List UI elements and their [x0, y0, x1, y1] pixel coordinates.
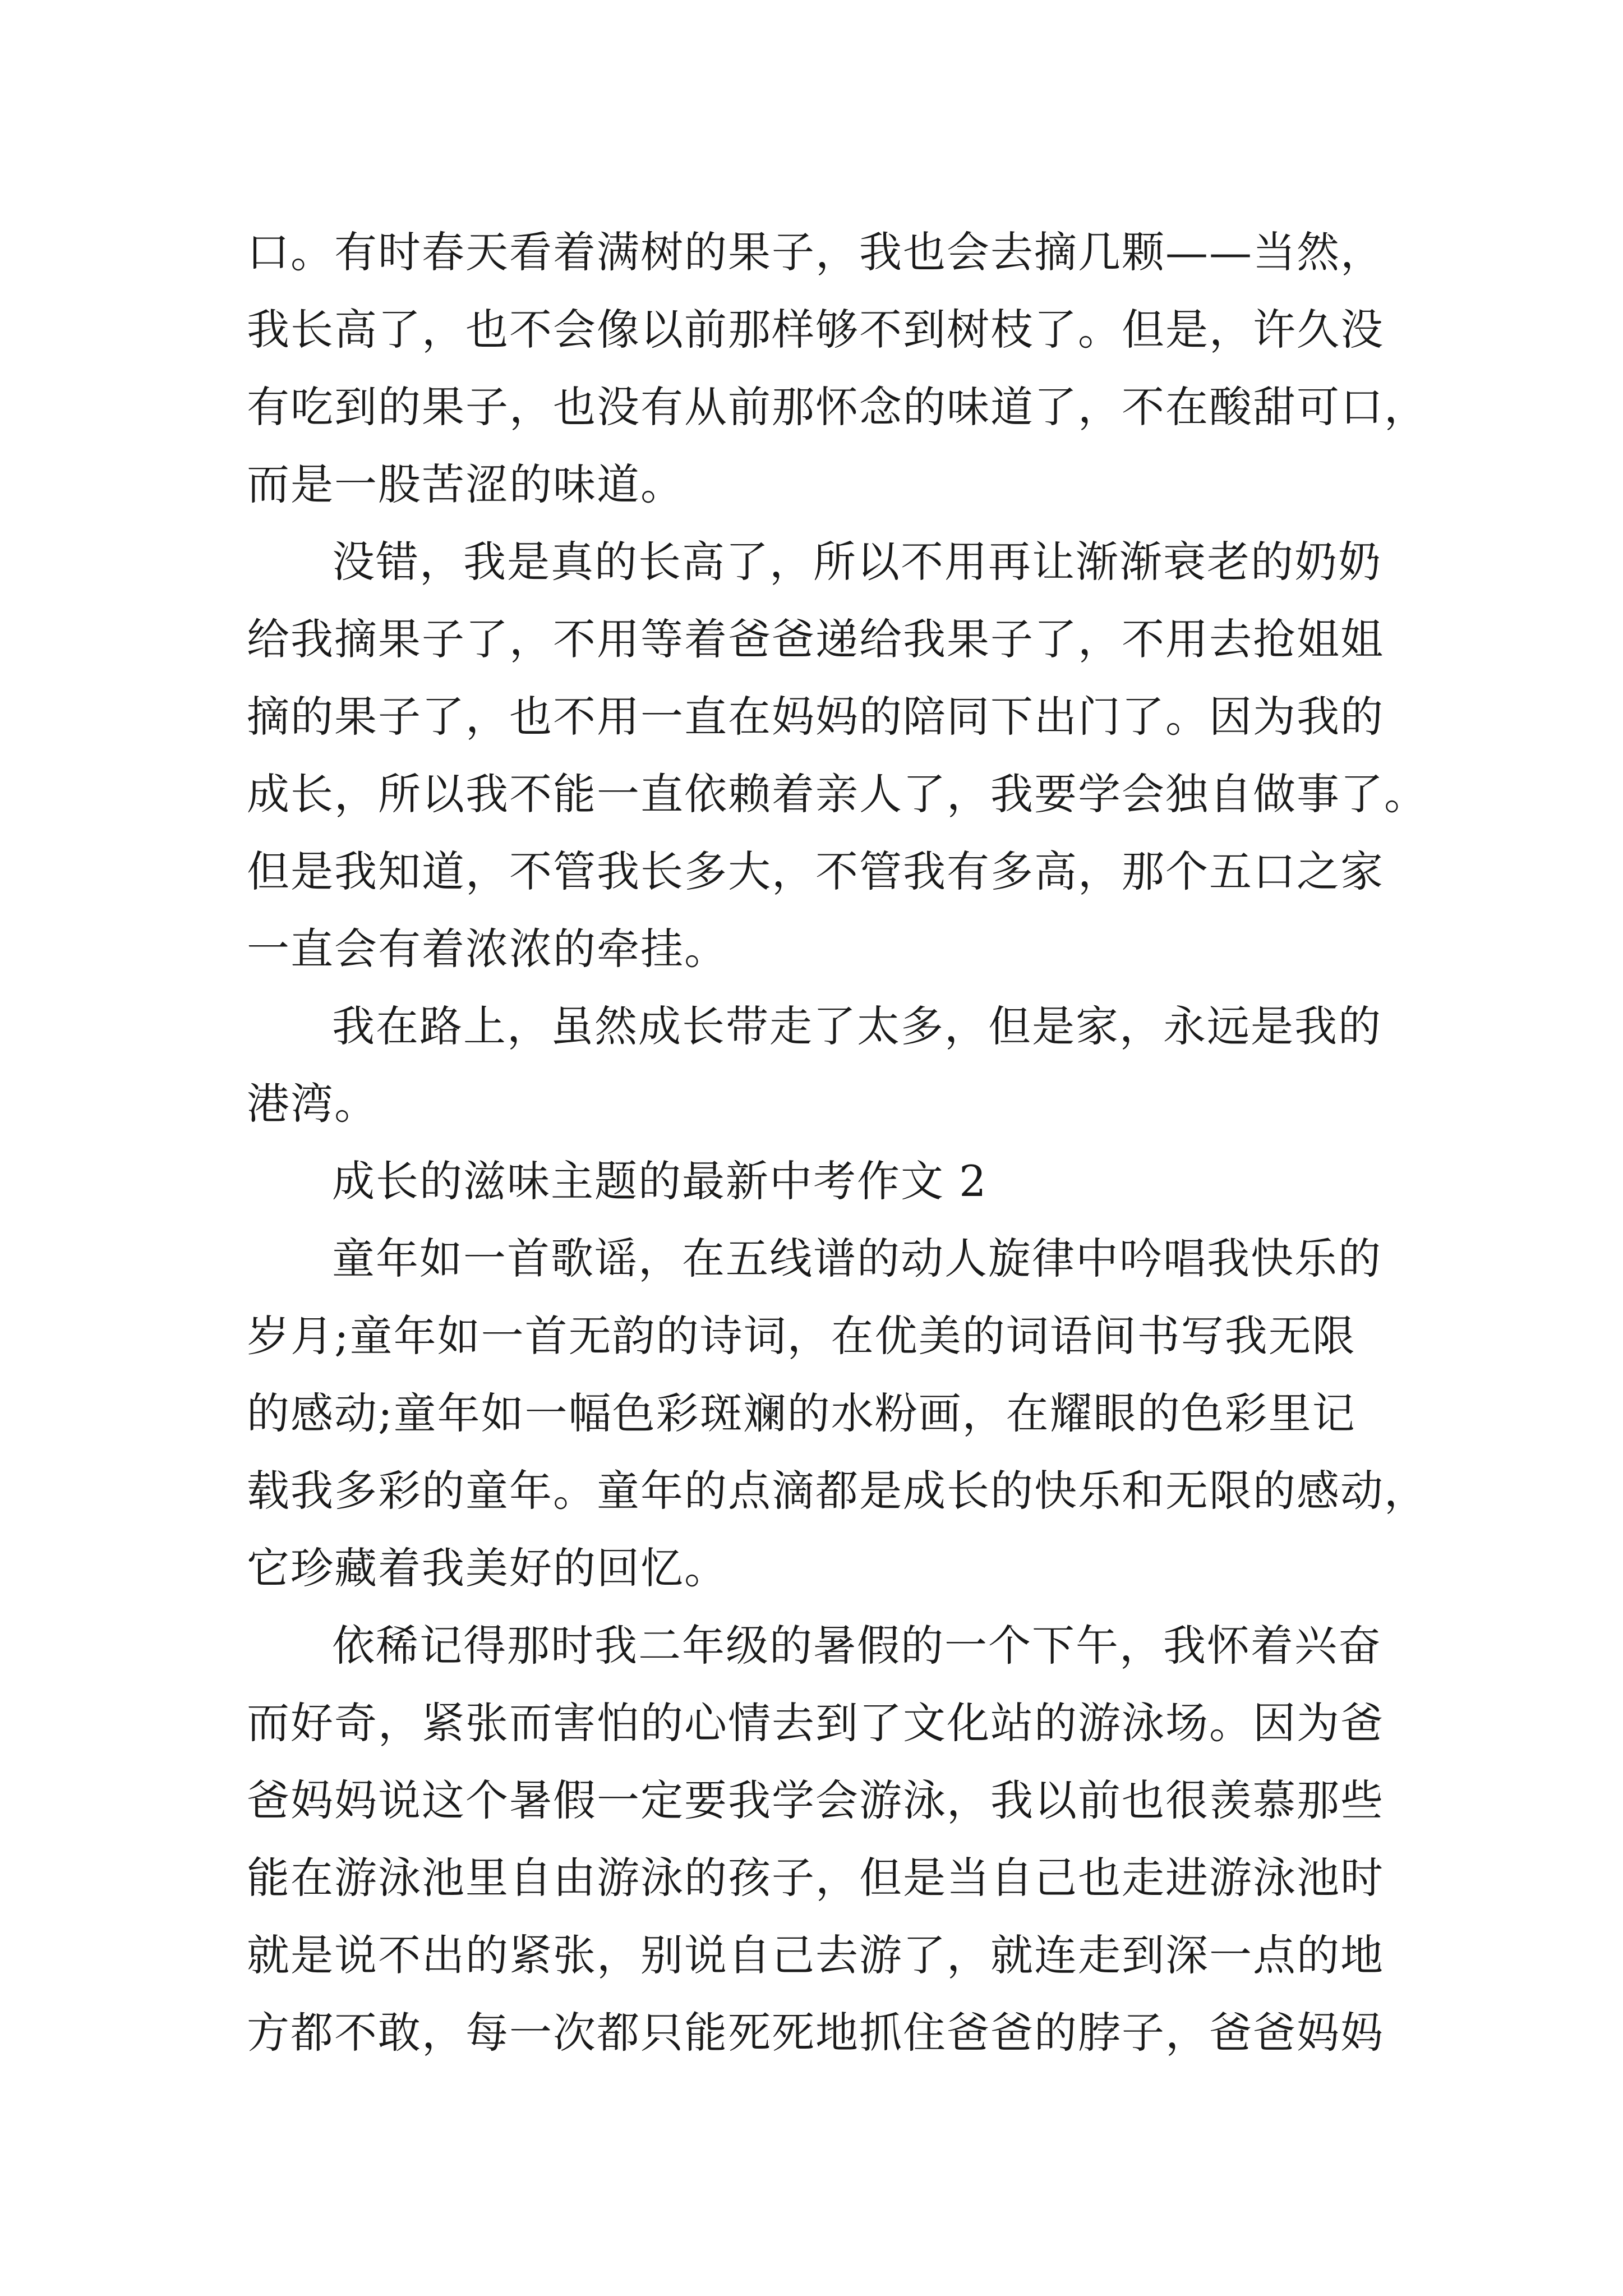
text-line: 成长，所以我不能一直依赖着亲人了，我要学会独自做事了。 [247, 769, 1428, 819]
text-line: 方都不敢，每一次都只能死死地抓住爸爸的脖子，爸爸妈妈 [247, 2008, 1384, 2058]
text-line: 能在游泳池里自由游泳的孩子，但是当自己也走进游泳池时 [247, 1853, 1384, 1903]
text-line: 的感动;童年如一幅色彩斑斓的水粉画，在耀眼的色彩里记 [247, 1388, 1356, 1438]
text-line: 而是一股苦涩的味道。 [247, 459, 684, 509]
text-line: 依稀记得那时我二年级的暑假的一个下午，我怀着兴奋 [332, 1621, 1382, 1671]
text-line: 我在路上，虽然成长带走了太多，但是家，永远是我的 [332, 1001, 1382, 1051]
text-line: 我长高了，也不会像以前那样够不到树枝了。但是，许久没 [247, 305, 1384, 355]
text-line: 岁月;童年如一首无韵的诗词，在优美的词语间书写我无限 [247, 1311, 1356, 1361]
section-heading: 成长的滋味主题的最新中考作文 2 [332, 1156, 988, 1206]
text-line: 摘的果子了，也不用一直在妈妈的陪同下出门了。因为我的 [247, 692, 1384, 742]
text-line: 爸妈妈说这个暑假一定要我学会游泳，我以前也很羡慕那些 [247, 1775, 1384, 1825]
text-line: 而好奇，紧张而害怕的心情去到了文化站的游泳场。因为爸 [247, 1698, 1384, 1748]
text-line: 一直会有着浓浓的牵挂。 [247, 924, 728, 974]
text-line: 载我多彩的童年。童年的点滴都是成长的快乐和无限的感动， [247, 1466, 1428, 1516]
text-line: 给我摘果子了，不用等着爸爸递给我果子了，不用去抢姐姐 [247, 614, 1384, 664]
text-line: 但是我知道，不管我长多大，不管我有多高，那个五口之家 [247, 846, 1384, 896]
text-line: 就是说不出的紧张，别说自己去游了，就连走到深一点的地 [247, 1930, 1384, 1980]
text-line: 有吃到的果子，也没有从前那怀念的味道了，不在酸甜可口， [247, 382, 1428, 432]
text-line: 没错，我是真的长高了，所以不用再让渐渐衰老的奶奶 [332, 537, 1382, 587]
text-line: 港湾。 [247, 1079, 378, 1129]
text-line: 它珍藏着我美好的回忆。 [247, 1543, 728, 1593]
text-line: 口。有时春天看着满树的果子，我也会去摘几颗——当然， [247, 227, 1384, 277]
text-line: 童年如一首歌谣，在五线谱的动人旋律中吟唱我快乐的 [332, 1234, 1382, 1283]
